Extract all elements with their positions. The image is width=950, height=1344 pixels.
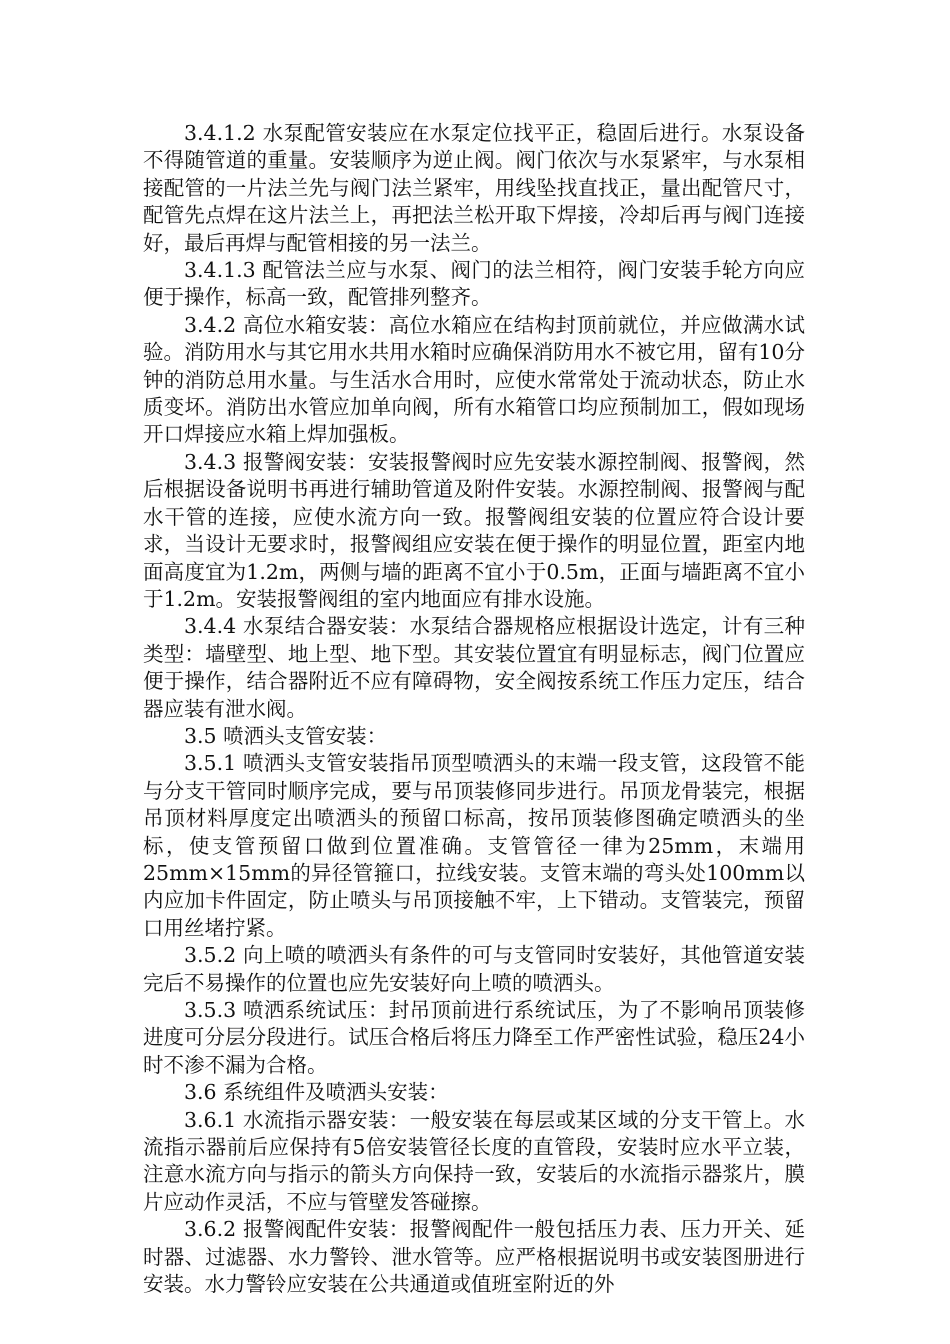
- paragraph-3-5-1: 3.5.1 喷洒头支管安装指吊顶型喷洒头的末端一段支管，这段管不能与分支干管同时顺序完成，要与吊顶装修同步进行。吊顶龙骨装完，根据吊顶材料厚度定出喷洒头的预留口标高，按吊顶装修图确定喷洒头的坐标，使支管预留口做到位置准确。支管管径一律为25mm，末端用25mm×15mm的异径管箍口，拉线安装。支管末端的弯头处100mm以内应加卡件固定，防止喷头与吊顶接触不牢，上下错动。支管装完，预留口用丝堵拧紧。: [143, 751, 805, 940]
- paragraph-3-4-1-2: 3.4.1.2 水泵配管安装应在水泵定位找平正，稳固后进行。水泵设备不得随管道的重量。安装顺序为逆止阀。阀门依次与水泵紧牢，与水泵相接配管的一片法兰先与阀门法兰紧牢，用线坠找直找正，量出配管尺寸，配管先点焊在这片法兰上，再把法兰松开取下焊接，冷却后再与阀门连接好，最后再焊与配管相接的另一法兰。: [143, 121, 805, 255]
- paragraph-3-4-1-3: 3.4.1.3 配管法兰应与水泵、阀门的法兰相符，阀门安装手轮方向应便于操作，标高一致，配管排列整齐。: [143, 258, 805, 310]
- paragraph-3-6-2: 3.6.2 报警阀配件安装：报警阀配件一般包括压力表、压力开关、延时器、过滤器、水力警铃、泄水管等。应严格根据说明书或安装图册进行安装。水力警铃应安装在公共通道或值班室附近的外: [143, 1217, 805, 1297]
- paragraph-3-4-4: 3.4.4 水泵结合器安装：水泵结合器规格应根据设计选定，计有三种类型：墙壁型、地上型、地下型。其安装位置宜有明显标志，阀门位置应便于操作，结合器附近不应有障碍物，安全阀按系统工作压力定压，结合器应装有泄水阀。: [143, 614, 805, 721]
- document-body: [143, 120, 805, 1298]
- paragraph-3-4-3: 3.4.3 报警阀安装：安装报警阀时应先安装水源控制阀、报警阀，然后根据设备说明书再进行辅助管道及附件安装。水源控制阀、报警阀与配水干管的连接，应使水流方向一致。报警阀组安装的位置应符合设计要求，当设计无要求时，报警阀组应安装在便于操作的明显位置，距室内地面高度宜为1.2m，两侧与墙的距离不宜小于0.5m，正面与墙距离不宜小于1.2m。安装报警阀组的室内地面应有排水设施。: [143, 449, 805, 611]
- paragraph-3-5-3: 3.5.3 喷洒系统试压：封吊顶前进行系统试压，为了不影响吊顶装修进度可分层分段进行。试压合格后将压力降至工作严密性试验，稳压24小时不渗不漏为合格。: [143, 998, 805, 1077]
- section-heading-3-5: 3.5 喷洒头支管安装：: [184, 723, 388, 748]
- paragraph-3-4-2: 3.4.2 高位水箱安装：高位水箱应在结构封顶前就位，并应做满水试验。消防用水与其它用水共用水箱时应确保消防用水不被它用，留有10分钟的消防总用水量。与生活水合用时，应使水常常处于流动状态，防止水质变坏。消防出水管应加单向阀，所有水箱管口均应预制加工，假如现场开口焊接应水箱上焊加强板。: [143, 312, 805, 447]
- paragraph-3-6-1: 3.6.1 水流指示器安装：一般安装在每层或某区域的分支干管上。水流指示器前后应保持有5倍安装管径长度的直管段，安装时应水平立装，注意水流方向与指示的箭头方向保持一致，安装后的水流指示器浆片，膜片应动作灵活，不应与管壁发答碰擦。: [143, 1107, 805, 1214]
- paragraph-3-5-2: 3.5.2 向上喷的喷洒头有条件的可与支管同时安装好，其他管道安装完后不易操作的位置也应先安装好向上喷的喷洒头。: [143, 943, 805, 995]
- section-heading-3-6: 3.6 系统组件及喷洒头安装：: [184, 1080, 449, 1105]
